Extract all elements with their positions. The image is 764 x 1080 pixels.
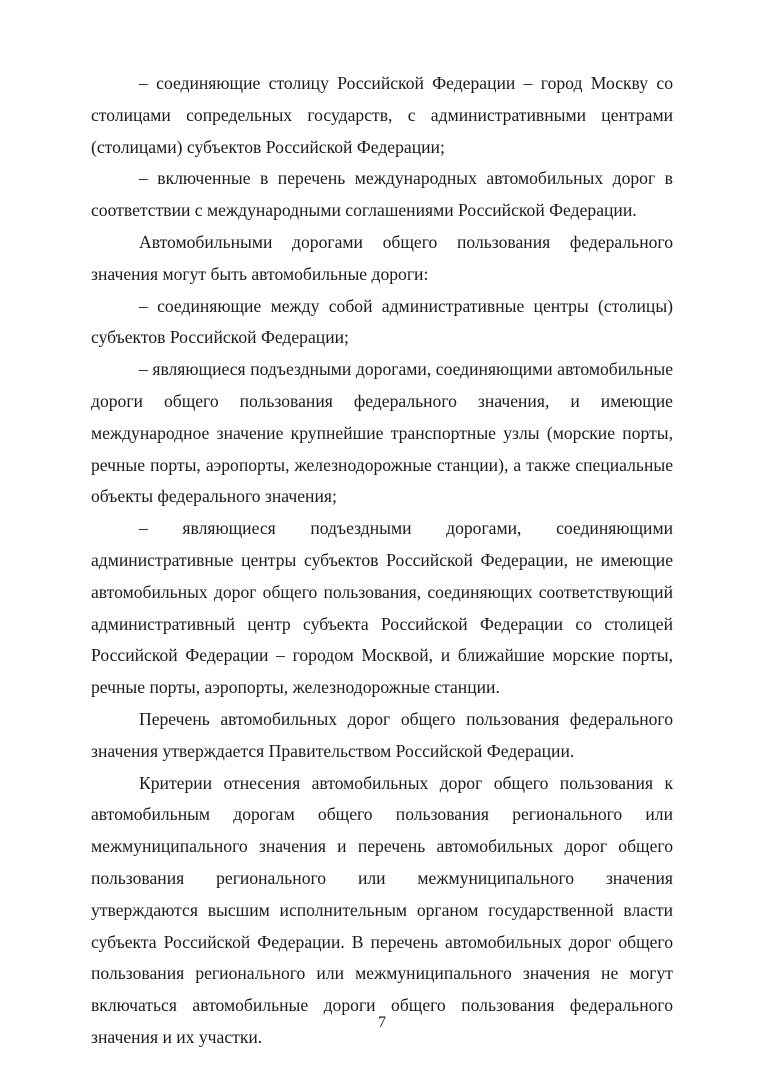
paragraph: – являющиеся подъездными дорогами, соединяющими административные центры субъектов Российской Федерации, не имеющие автомобильных дорог общего пользования, соединяющих соответствующий административный центр субъекта Российской Федерации со столицей Российской Федерации – городом Москвой, и ближайшие морские порты, речные порты, аэропорты, железнодорожные станции. bbox=[91, 518, 673, 698]
paragraph: Перечень автомобильных дорог общего пользования федерального значения утверждается Правительством Российской Федерации. bbox=[91, 708, 673, 761]
paragraph: – соединяющие столицу Российской Федерации – город Москву со столицами сопредельных государств, с административными центрами (столицами) субъектов Российской Федерации; bbox=[91, 73, 673, 157]
paragraph: Критерии отнесения автомобильных дорог общего пользования к автомобильным дорогам общего пользования регионального или межмуниципального значения и перечень автомобильных дорог общего пользования регионального или межмуниципального значения утверждаются высшим исполнительным органом государственной власти субъекта Российской Федерации. В перечень автомобильных дорог общего пользования регионального или межмуниципального значения не могут включаться автомобильные дороги общего пользования федерального значения и их участки. bbox=[91, 772, 673, 1047]
paragraph: – соединяющие между собой административные центры (столицы) субъектов Российской Федерации; bbox=[91, 295, 673, 348]
paragraph: Автомобильными дорогами общего пользования федерального значения могут быть автомобильные дороги: bbox=[91, 231, 673, 284]
page-number: 7 bbox=[378, 1014, 386, 1031]
body-text bbox=[91, 68, 673, 1054]
paragraph: – включенные в перечень международных автомобильных дорог в соответствии с международными соглашениями Российской Федерации. bbox=[91, 168, 673, 221]
paragraph: – являющиеся подъездными дорогами, соединяющими автомобильные дороги общего пользования федерального значения, и имеющие международное значение крупнейшие транспортные узлы (морские порты, речные порты, аэропорты, железнодорожные станции), а также специальные объекты федерального значения; bbox=[91, 359, 673, 507]
